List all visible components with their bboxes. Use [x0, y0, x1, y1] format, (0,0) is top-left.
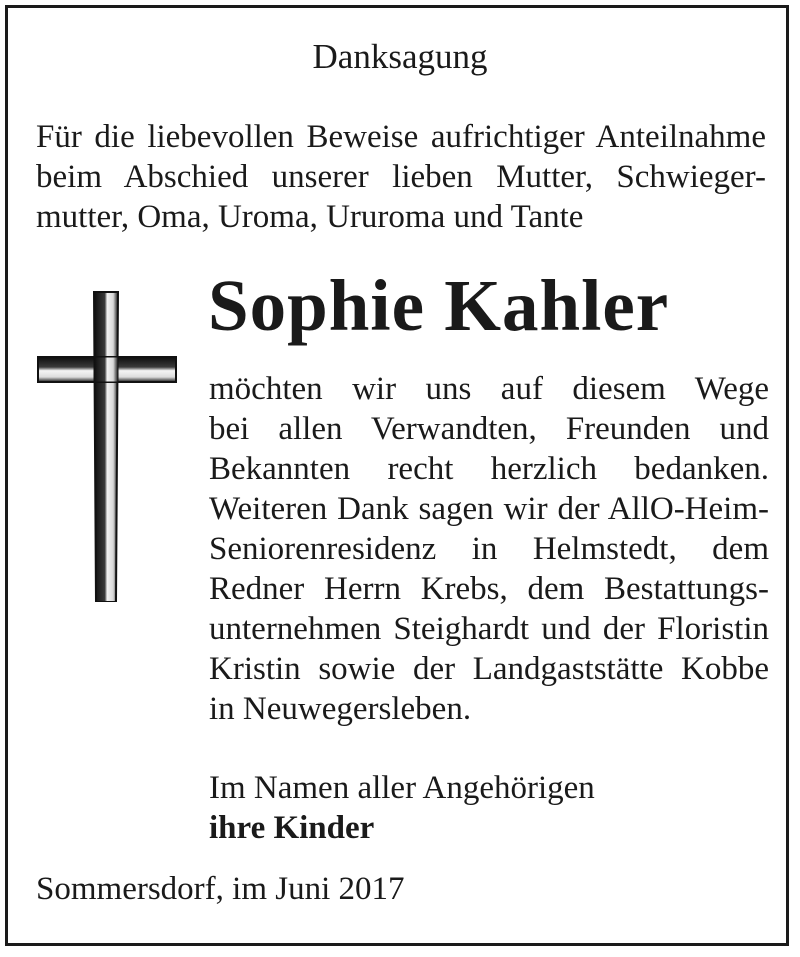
body-line: unternehmen Steighardt und der Floristin — [209, 611, 769, 647]
body-line: Seniorenresidenz in Helmstedt, dem — [209, 531, 769, 567]
body-line: Kristin sowie der Landgaststätte Kobbe — [209, 651, 769, 687]
body-line: Redner Herrn Krebs, dem Bestattungs- — [209, 571, 769, 607]
body-line: Bekannten recht herzlich bedanken. — [209, 451, 769, 487]
signature: ihre Kinder — [209, 810, 375, 846]
thanks-paragraph — [209, 369, 769, 729]
body-line: in Neuwegersleben. — [209, 691, 472, 727]
cross-icon — [36, 290, 178, 602]
body-line: möchten wir uns auf diesem Wege — [209, 371, 769, 407]
signoff — [209, 768, 595, 848]
body-line: bei allen Verwandten, Freunden und — [209, 411, 769, 447]
deceased-name: Sophie Kahler — [208, 265, 670, 346]
intro-paragraph — [36, 117, 766, 237]
intro-line: Für die liebevollen Beweise aufrichtiger Anteilnahme — [36, 119, 766, 155]
place-date-text: Sommersdorf, im Juni 2017 — [36, 871, 405, 907]
place-date — [36, 869, 405, 909]
body-line: Weiteren Dank sagen wir der AllO-Heim- — [209, 491, 769, 527]
notice-heading: Danksagung — [312, 37, 488, 76]
intro-line: mutter, Oma, Uroma, Ururoma und Tante — [36, 199, 584, 235]
signoff-line: Im Namen aller Angehörigen — [209, 770, 595, 806]
intro-line: beim Abschied unserer lieben Mutter, Schwieger- — [36, 159, 766, 195]
